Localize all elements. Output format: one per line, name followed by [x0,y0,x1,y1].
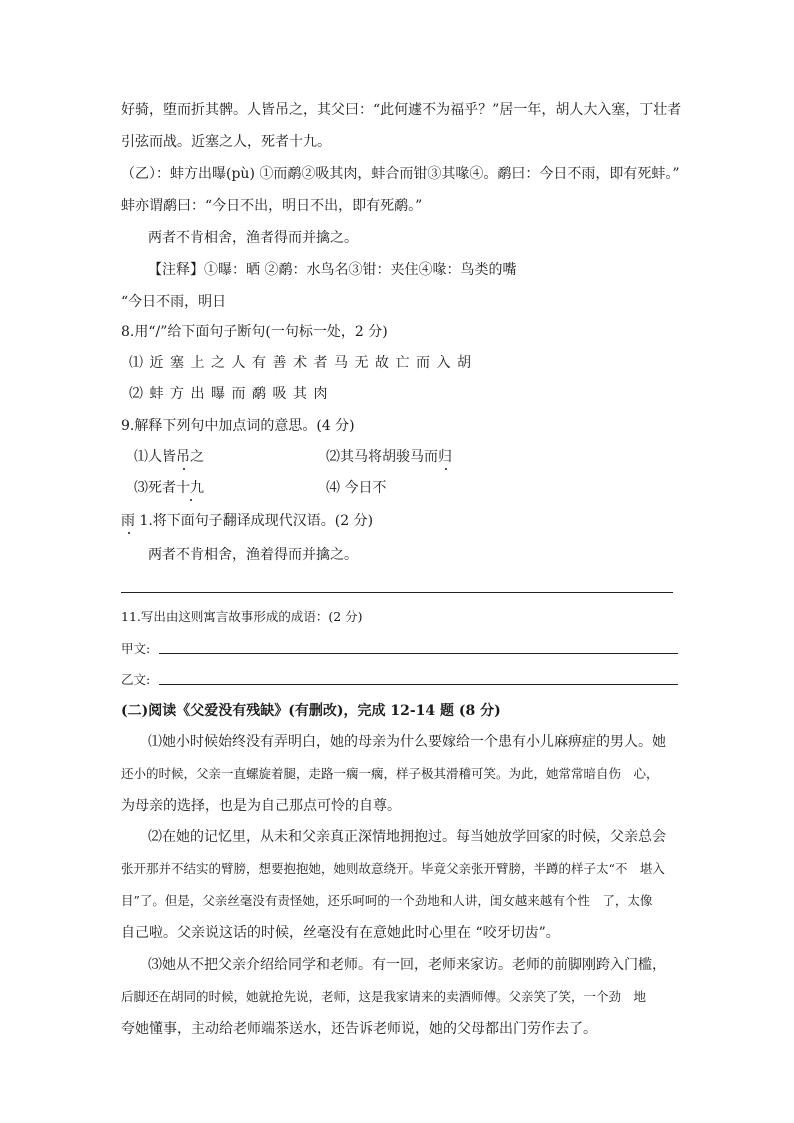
para-2-line-2: 张开那并不结实的臂膀，想要抱抱她，她则故意绕开。毕竟父亲张开臂膀，半蹲的样子太“不 堪入 [121,861,665,876]
question-9-item-4-wrapped [121,512,373,530]
para-3-line-2: 后脚还在胡同的时候，她就抢先说，老师，这是我家请来的卖酒师傅。父亲笑了笑，一个劲 地 [121,989,647,1004]
para-3-line-3: 夸她懂事，主动给老师端茶送水，还告诉老师说，她的父母都出门劳作去了。 [121,1021,597,1037]
item-1-text: 之 [190,449,204,465]
para-3-line-1: ⑶她从不把父亲介绍给同学和老师。有一回，老师来家访。老师的前脚刚跨入门槛， [148,957,666,973]
question-8-sentence-2: ⑵蚌方出曝而鹬吸其肉 [129,386,334,402]
label-jia: 甲文: [121,641,151,656]
question-11-prompt: 11.写出由这则寓言故事形成的成语：(2 分) [121,609,363,624]
question-9-prompt: 9.解释下列句中加点词的意思。(4 分) [121,418,355,434]
dotted-word: 雨 [121,513,135,529]
passage-yi-line-2: 蚌亦谓鹬曰：“今日不出，明日不出，即有死鹬。” [121,198,423,214]
question-10-prompt: 1.将下面句子翻译成现代汉语。(2 分) [135,513,374,529]
question-8-prompt: 8.用“/”给下面句子断句(一句标一处，2 分) [121,324,388,340]
question-9-item-1 [134,448,204,466]
passage-jia-line-1: 好骑，堕而折其髀。人皆吊之，其父曰：“此何遽不为福乎？”居一年，胡人大入塞，丁壮者 [121,102,682,118]
passage-yi-line-3: 两者不肯相舍，渔者得而并擒之。 [148,230,358,246]
annotation-notes: 【注释】①曝：晒 ②鹬：水鸟名③钳：夹住④喙：鸟类的嘴 [148,262,517,278]
para-1-line-2: 还小的时候，父亲一直螺旋着腿，走路一瘸一瘸，样子极其滑稽可笑。为此，她常常暗自伤 心， [121,766,659,781]
para-1-line-3: 为母亲的选择，也是为自己那点可怜的自尊。 [121,798,401,814]
question-9-item-3 [134,479,204,497]
dotted-word: 十九 [176,480,204,496]
question-9-item-4: ⑷ 今日不 [326,480,387,496]
question-9-item-2 [326,448,452,466]
item-3-text: ⑶死者 [134,480,176,496]
answer-line-yi[interactable] [159,684,678,685]
passage-yi-line-1: （乙）：蚌方出曝(pù) ①而鹬②吸其肉，蚌合而钳③其喙④。鹬曰：今日不雨，即有死蚌。” [121,166,680,182]
label-yi: 乙文: [121,672,151,687]
dotted-word: 吊 [176,449,190,465]
para-2-line-3: 目”了。但是，父亲丝毫没有责怪她，还乐呵呵的一个劲地和人讲，闺女越来越有个性 了，太像 [121,893,653,908]
dotted-word: 归 [438,449,452,465]
annotation-fragment: “今日不雨，明日 [121,294,227,310]
question-10-sentence: 两者不肯相舍，渔着得而并擒之。 [148,547,358,563]
item-1-text: ⑴人皆 [134,449,176,465]
answer-line-jia[interactable] [159,653,678,654]
para-1-line-1: ⑴她小时候始终没有弄明白，她的母亲为什么要嫁给一个患有小儿麻痹症的男人。她 [148,734,666,750]
answer-line-q10[interactable] [121,592,673,593]
item-2-text: ⑵其马将胡骏马而 [326,449,438,465]
para-2-line-1: ⑵在她的记忆里，从未和父亲真正深情地拥抱过。每当她放学回家的时候，父亲总会 [148,829,666,845]
passage-jia-line-2: 引弦而战。近塞之人，死者十九。 [121,134,331,150]
question-8-sentence-1: ⑴近塞上之人有善术者马无故亡而入胡 [129,355,478,371]
para-2-line-4: 自己啦。父亲说这话的时候，丝毫没有在意她此时心里在 “咬牙切齿”。 [121,925,560,941]
section-2-heading: (二)阅读《父爱没有残缺》(有删改)，完成 12-14 题 (8 分) [121,703,501,719]
